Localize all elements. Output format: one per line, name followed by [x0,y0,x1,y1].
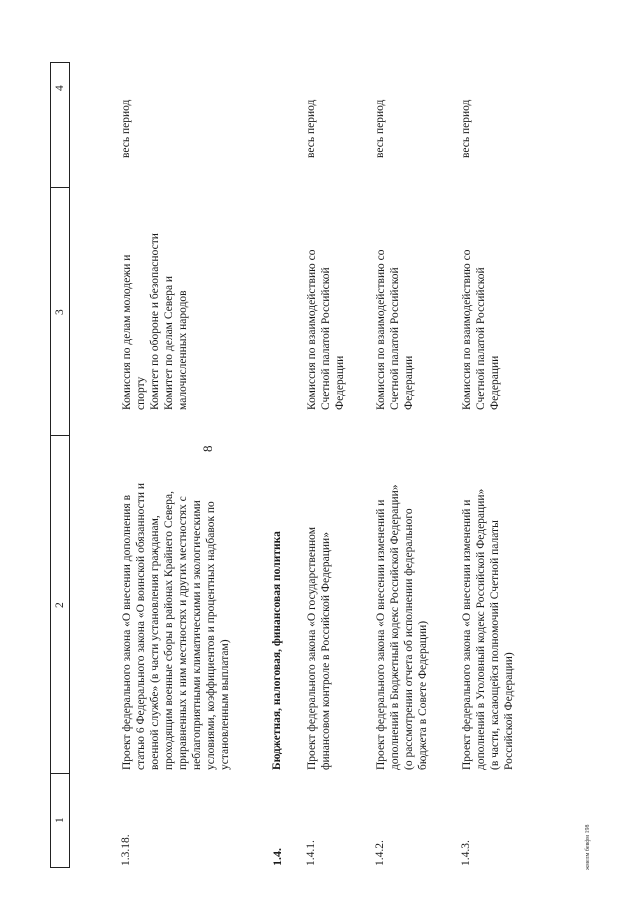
column-header-row [50,62,70,868]
header-label-4: 4 [54,85,66,91]
item-responsible: Комиссия по взаимодействию со Счетной палатой Российской Федерации [375,249,415,410]
item-responsible: Комиссия по взаимодействию со Счетной палатой Российской Федерации [306,249,346,410]
item-term: весь период [374,99,386,158]
header-cell-2 [51,435,69,773]
header-label-1: 1 [54,817,66,823]
item-number: 1.4.3. [460,840,472,866]
item-text: Проект федерального закона «О государственном финансовом контроле в Российской Федерации» [306,527,332,770]
item-term: весь период [120,99,132,158]
item-number: 1.4.1. [305,840,317,866]
item-number: 1.4.2. [374,840,386,866]
item-term: весь период [305,99,317,158]
item-text: Проект федерального закона «О внесении дополнения в статью 6 Федерального закона «О воинской обязанности и военной службе» (в части установления гражданам, проходящим военные сборы в районах Крайнего Севера, приравненных к ним местностях и других местностях с неблагоприятными климатическими и экологическими условиями, коэффициентов и процентных надбавок по установленным выплатам) [121,482,231,770]
item-responsible: Комиссия по взаимодействию со Счетной палатой Российской Федерации [461,249,501,410]
header-label-2: 2 [54,602,66,608]
page-number: 8 [200,445,215,452]
section-number: 1.4. [270,848,284,866]
section-title: Бюджетная, налоговая, финансовая политика [271,531,283,770]
item-responsible: Комиссия по делам молодежи и спорту Комитет по обороне и безопасности Комитет по делам Севера и малочисленных народов [121,233,189,410]
item-text: Проект федерального закона «О внесении изменений и дополнений в Бюджетный кодекс Российской Федерации» (о рассмотрении отчета об исполнении федерального бюджета в Совете Федерации) [375,484,429,770]
item-text: Проект федерального закона «О внесении изменений и дополнений в Уголовный кодекс Российской Федерации» (в части, касающейся полномочий Счетной палаты Российской Федерации) [461,488,515,770]
header-label-3: 3 [54,309,66,315]
item-number: 1.3.18. [120,834,132,866]
item-term: весь период [460,99,472,158]
header-cell-4 [51,61,69,187]
header-cell-3 [51,187,69,435]
header-cell-1 [51,773,69,867]
footer-code: жмелм бевфм 198 [585,824,591,870]
